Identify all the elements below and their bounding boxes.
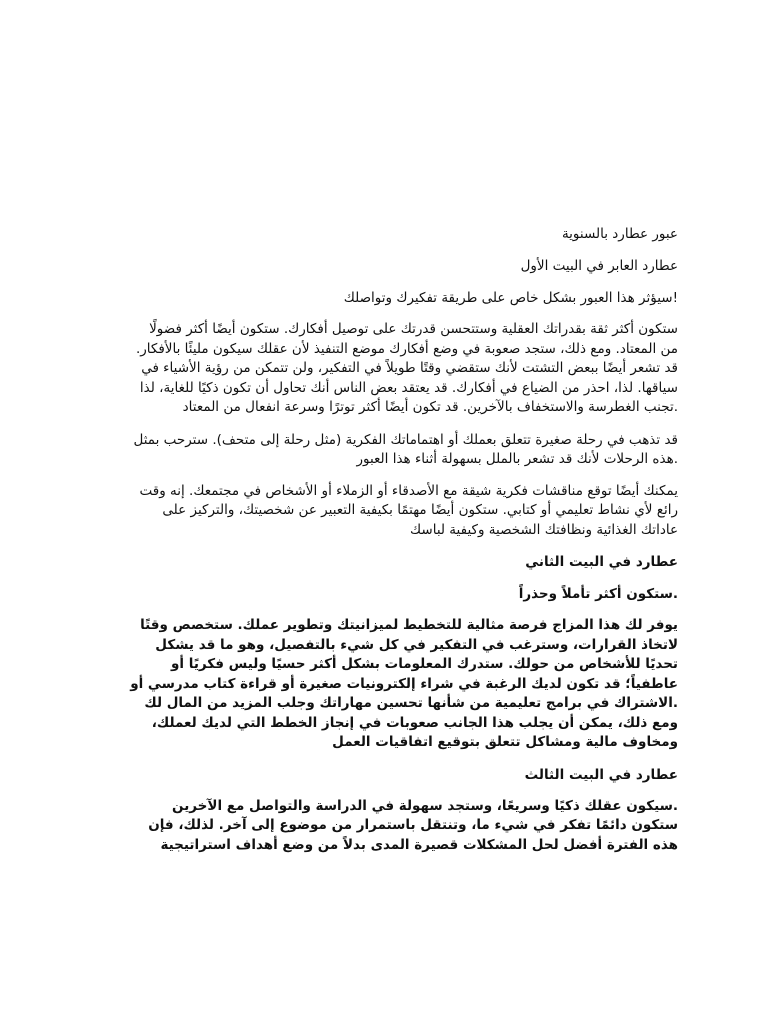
section2-intro: .ستكون أكثر تأملاً وحذراً — [518, 586, 678, 602]
paragraph-line: يوفر لك هذا المزاج فرصة مثالية للتخطيط لميزانيتك وتطوير عملك. ستخصص وقتًا — [140, 617, 678, 633]
paragraph-line: .سيكون عقلك ذكيًا وسريعًا، وستجد سهولة في الدراسة والتواصل مع الآخرين — [172, 797, 678, 814]
section1-paragraph-2 — [96, 431, 678, 470]
paragraph-line: ومخاوف مالية ومشاكل تتعلق بتوقيع اتفاقيات العمل — [332, 734, 678, 750]
paragraph-line: سياقها. لذا، احذر من الضياع في أفكارك. قد يعتقد بعض الناس أنك تحاول أن تكون ذكيًا للغاية، لذا — [139, 379, 678, 396]
paragraph-line: من المعتاد. ومع ذلك، ستجد صعوبة في وضع أفكارك موضع التنفيذ لأن عقلك سيكون مليئًا بالأفكار. — [135, 340, 678, 357]
paragraph-line: .الاشتراك في برامج تعليمية من شأنها تحسين مهاراتك وجلب المزيد من المال لك — [144, 695, 678, 711]
paragraph-line: قد تشعر أيضًا ببعض التشتت لأنك ستقضي وقتًا طويلاً في التفكير، ولن تتمكن من رؤية الأشياء في — [141, 360, 678, 376]
section1-intro: !سيؤثر هذا العبور بشكل خاص على طريقة تفكيرك وتواصلك — [343, 290, 678, 306]
section1-paragraph-3 — [96, 482, 678, 541]
paragraph-line: هذه الفترة أفضل لحل المشكلات قصيرة المدى بدلاً من وضع أهداف استراتيجية — [160, 836, 678, 853]
document-title: عبور عطارد بالسنوية — [561, 226, 678, 242]
section3-paragraph — [96, 797, 678, 856]
paragraph-line: عاداتك الغذائية ونظافتك الشخصية وكيفية لباسك — [410, 521, 678, 538]
section2-heading: عطارد في البيت الثاني — [525, 554, 678, 570]
paragraph-line: .هذه الرحلات لأنك قد تشعر بالملل بسهولة أثناء هذا العبور — [356, 451, 678, 467]
document-body — [96, 224, 678, 867]
paragraph-line: ستكون أكثر ثقة بقدراتك العقلية وستتحسن قدرتك على توصيل أفكارك. ستكون أيضًا أكثر فضولًا — [149, 321, 678, 337]
paragraph-line: تحديًا للأشخاص من حولك. ستدرك المعلومات بشكل أكثر حسيًا وليس فكريًا أو — [171, 656, 678, 672]
paragraph-line: يمكنك أيضًا توقع مناقشات فكرية شيقة مع الأصدقاء أو الزملاء أو الأشخاص في مجتمعك. إنه وقت — [139, 482, 678, 499]
paragraph-line: قد تذهب في رحلة صغيرة تتعلق بعملك أو اهتماماتك الفكرية (مثل رحلة إلى متحف). سترحب بمثل — [133, 431, 678, 448]
paragraph-line: ستكون دائمًا تفكر في شيء ما، وتنتقل باستمرار من موضوع إلى آخر. لذلك، فإن — [148, 817, 678, 833]
paragraph-line: .تجنب الغطرسة والاستخفاف بالآخرين. قد تكون أيضًا أكثر توترًا وسرعة انفعال من المعتاد — [182, 399, 678, 415]
section1-heading: عطارد العابر في البيت الأول — [520, 258, 678, 274]
paragraph-line: لاتخاذ القرارات، وسترغب في التفكير في كل شيء بالتفصيل، وهو ما قد يشكل — [155, 636, 678, 653]
paragraph-line: رائع لأي نشاط تعليمي أو كتابي. ستكون أيضًا مهتمًا بكيفية التعبير عن شخصيتك، والتركيز على — [162, 502, 678, 518]
section2-paragraph — [96, 616, 678, 753]
section3-heading: عطارد في البيت الثالث — [524, 766, 678, 783]
paragraph-line: عاطفياً؛ قد تكون لديك الرغبة في شراء إلكترونيات صغيرة أو قراءة كتاب مدرسي أو — [130, 675, 678, 692]
paragraph-line: ومع ذلك، يمكن أن يجلب هذا الجانب صعوبات في إنجاز الخطط التي لديك لعملك، — [151, 714, 678, 731]
section1-paragraph-1 — [96, 320, 678, 418]
